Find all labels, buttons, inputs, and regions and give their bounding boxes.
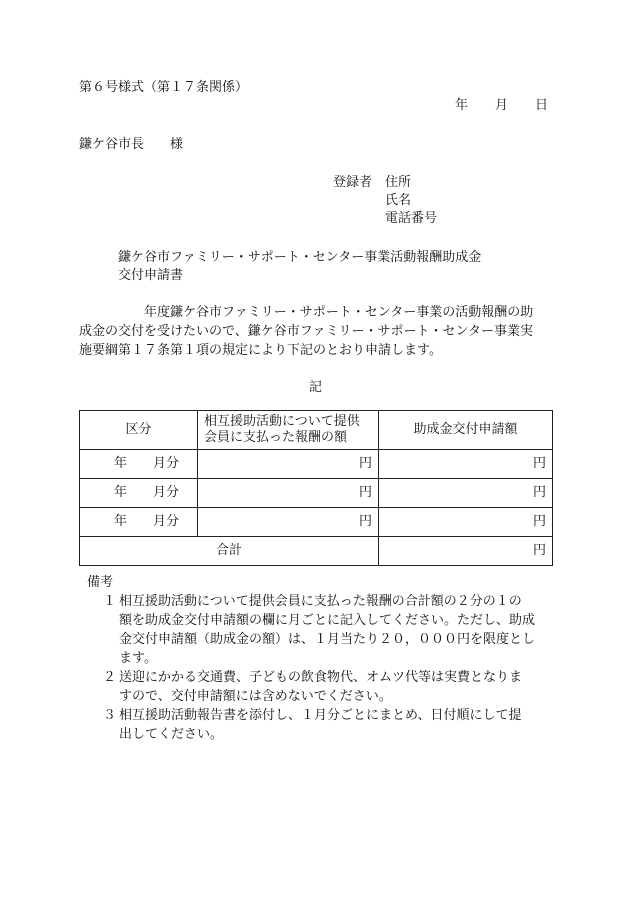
body-line-1: 年度鎌ケ谷市ファミリー・サポート・センター事業の活動報酬の助 bbox=[144, 305, 534, 320]
form-number: 第６号様式（第１７条関係） bbox=[79, 80, 249, 95]
table-row bbox=[80, 508, 553, 537]
ki-marker: 記 bbox=[309, 380, 323, 395]
header-category: 区分 bbox=[80, 411, 198, 450]
date-year-label: 年 bbox=[455, 98, 469, 113]
paid-amount-cell[interactable]: 円 bbox=[198, 479, 379, 508]
table-row bbox=[80, 450, 553, 479]
note-item-1 bbox=[79, 592, 559, 668]
paid-amount-cell[interactable]: 円 bbox=[198, 450, 379, 479]
table-total-row bbox=[80, 537, 553, 566]
paid-amount-cell[interactable]: 円 bbox=[198, 508, 379, 537]
body-line-2: 成金の交付を受けたいので、鎌ケ谷市ファミリー・サポート・センター事業実 bbox=[79, 324, 533, 339]
requested-amount-cell[interactable]: 円 bbox=[379, 508, 553, 537]
notes-section bbox=[79, 573, 559, 744]
period-month: 月分 bbox=[153, 485, 180, 500]
period-month: 月分 bbox=[153, 456, 180, 471]
header-requested-amount: 助成金交付申請額 bbox=[379, 411, 553, 450]
header-paid-line1: 相互援助活動について提供 bbox=[204, 414, 360, 429]
notes-heading: 備考 bbox=[87, 575, 114, 590]
document-title-line2: 交付申請書 bbox=[118, 268, 184, 283]
table-row bbox=[80, 479, 553, 508]
note-line: 送迎にかかる交通費、子どもの飲食物代、オムツ代等は実費となりま bbox=[119, 670, 523, 685]
body-line-3: 施要綱第１７条第１項の規定により下記のとおり申請します。 bbox=[79, 343, 442, 358]
note-number: １ bbox=[103, 594, 117, 609]
total-label: 合計 bbox=[80, 537, 379, 566]
period-cell bbox=[80, 479, 198, 508]
period-month: 月分 bbox=[153, 514, 180, 529]
addressee: 鎌ケ谷市長 様 bbox=[79, 137, 184, 152]
period-cell bbox=[80, 508, 198, 537]
period-year: 年 bbox=[114, 485, 128, 500]
note-item-3 bbox=[79, 706, 559, 744]
period-cell bbox=[80, 450, 198, 479]
total-amount-cell[interactable]: 円 bbox=[379, 537, 553, 566]
note-line: ます。 bbox=[119, 651, 157, 666]
note-number: ２ bbox=[103, 670, 117, 685]
table-header-row bbox=[80, 411, 553, 450]
note-line: 相互援助活動報告書を添付し、１月分ごとにまとめ、日付順にして提 bbox=[119, 708, 522, 723]
note-number: ３ bbox=[103, 708, 117, 723]
header-paid-line2: 会員に支払った報酬の額 bbox=[204, 430, 348, 445]
note-line: 出してください。 bbox=[119, 727, 224, 742]
name-label: 氏名 bbox=[385, 193, 412, 208]
period-year: 年 bbox=[114, 456, 128, 471]
note-line: すので、交付申請額には含めないでください。 bbox=[119, 689, 392, 704]
application-table bbox=[79, 410, 553, 566]
date-month-label: 月 bbox=[495, 98, 509, 113]
phone-label: 電話番号 bbox=[385, 211, 438, 226]
requested-amount-cell[interactable]: 円 bbox=[379, 450, 553, 479]
period-year: 年 bbox=[114, 514, 128, 529]
note-line: 相互援助活動について提供会員に支払った報酬の合計額の２分の１の bbox=[119, 594, 522, 609]
note-line: 額を助成金交付申請額の欄に月ごとに記入してください。ただし、助成 bbox=[119, 613, 536, 628]
header-paid-amount bbox=[198, 411, 379, 450]
requested-amount-cell[interactable]: 円 bbox=[379, 479, 553, 508]
applicant-label: 登録者 bbox=[333, 175, 373, 190]
address-label: 住所 bbox=[385, 175, 412, 190]
document-title-line1: 鎌ケ谷市ファミリー・サポート・センター事業活動報酬助成金 bbox=[118, 250, 482, 265]
date-day-label: 日 bbox=[535, 98, 549, 113]
note-line: 金交付申請額（助成金の額）は、１月当たり２０，０００円を限度とし bbox=[119, 632, 536, 647]
note-item-2 bbox=[79, 668, 559, 706]
